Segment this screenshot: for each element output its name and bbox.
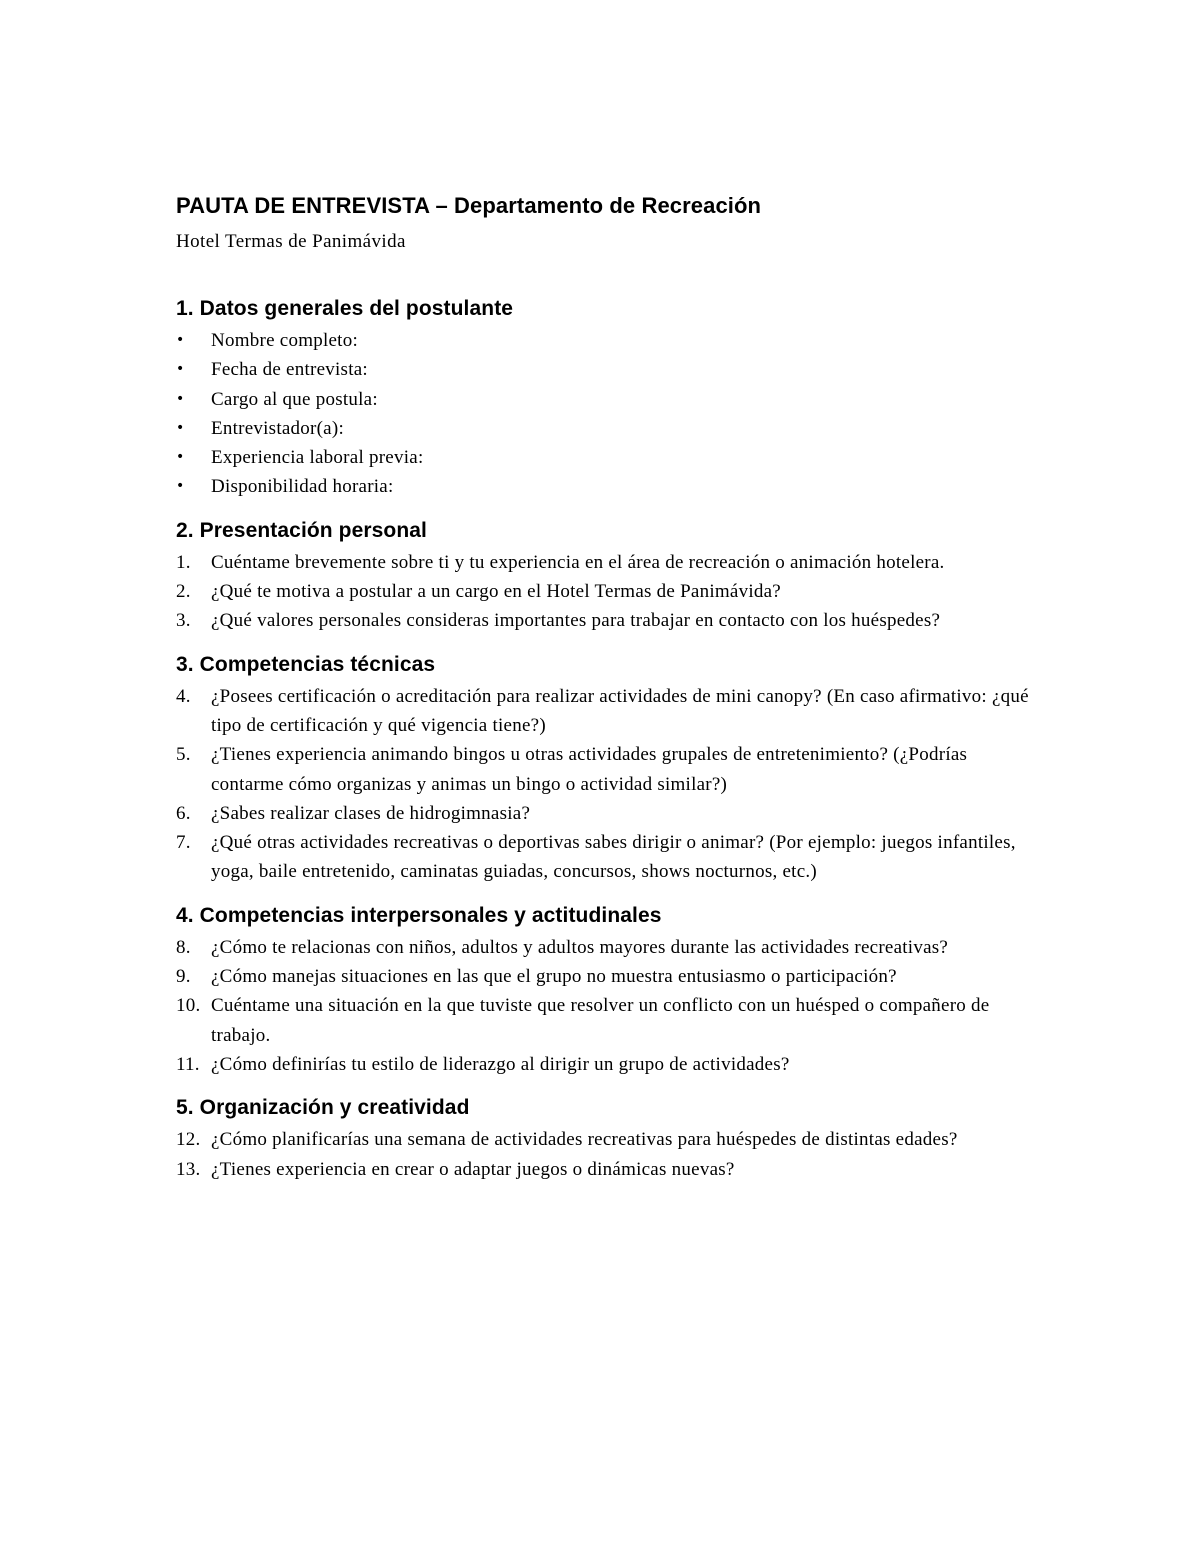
question-number: 11. [176,1053,200,1075]
question-item [176,548,1036,577]
list-item-text: Disponibilidad horaria: [211,476,394,498]
question-text: ¿Cómo definirías tu estilo de liderazgo al dirigir un grupo de actividades? [211,1053,790,1075]
question-text: Cuéntame una situación en la que tuviste que resolver un conflicto con un huésped o compañero de trabajo. [211,995,990,1046]
bullet-icon: • [176,419,185,436]
presentacion-personal-list [176,548,1036,636]
competencias-tecnicas-list [176,682,1036,887]
question-item [176,606,1036,635]
list-item [176,326,1036,355]
section-heading-datos-generales: 1. Datos generales del postulante [176,297,514,320]
question-number: 3. [176,610,191,632]
question-item [176,828,1036,887]
question-item [176,682,1036,741]
document-title: PAUTA DE ENTREVISTA – Departamento de Recreación [176,193,762,218]
question-item [176,1050,1036,1079]
question-number: 10. [176,995,201,1017]
question-number: 5. [176,744,191,766]
question-item [176,962,1036,991]
question-text: ¿Sabes realizar clases de hidrogimnasia? [211,802,531,824]
list-item-text: Experiencia laboral previa: [211,447,424,469]
question-item [176,740,1036,799]
question-text: ¿Qué valores personales consideras importantes para trabajar en contacto con los huéspedes? [211,610,941,632]
question-item [176,1125,1036,1154]
bullet-icon: • [176,478,185,495]
list-item-text: Fecha de entrevista: [211,359,368,381]
bullet-icon: • [176,390,185,407]
question-number: 7. [176,832,191,854]
question-text: ¿Tienes experiencia animando bingos u otras actividades grupales de entretenimiento? (¿Podrías contarme cómo organizas y animas un bingo o actividad similar?) [211,744,968,795]
question-number: 8. [176,936,191,958]
question-item [176,991,1036,1050]
bullet-icon: • [176,449,185,466]
list-item [176,443,1036,472]
question-text: ¿Cómo manejas situaciones en las que el grupo no muestra entusiasmo o participación? [211,966,897,988]
document-page [176,190,1036,1184]
question-text: ¿Qué otras actividades recreativas o deportivas sabes dirigir o animar? (Por ejemplo: juegos infantiles, yoga, baile entretenido, caminatas guiadas, concursos, shows nocturnos, etc.) [211,832,1016,883]
section-heading-presentacion-personal: 2. Presentación personal [176,518,427,542]
question-item [176,577,1036,606]
list-item [176,414,1036,443]
question-text: ¿Tienes experiencia en crear o adaptar juegos o dinámicas nuevas? [211,1158,735,1180]
document-subtitle: Hotel Termas de Panimávida [176,231,406,252]
section-heading-organizacion-creatividad: 5. Organización y creatividad [176,1096,470,1120]
section-heading-competencias-tecnicas: 3. Competencias técnicas [176,652,436,676]
question-number: 13. [176,1158,201,1180]
list-item [176,385,1036,414]
list-item-text: Cargo al que postula: [211,388,378,410]
bullet-icon: • [176,361,185,378]
organizacion-creatividad-list [176,1125,1036,1184]
question-number: 9. [176,966,191,988]
list-item-text: Nombre completo: [211,330,358,351]
question-number: 1. [176,551,191,573]
bullet-icon: • [176,332,185,348]
question-text: Cuéntame brevemente sobre ti y tu experiencia en el área de recreación o animación hotelera. [211,551,945,573]
datos-generales-list [176,326,1036,502]
competencias-interpersonales-list [176,933,1036,1079]
question-text: ¿Cómo te relacionas con niños, adultos y adultos mayores durante las actividades recreativas? [211,936,949,958]
list-item-text: Entrevistador(a): [211,417,344,439]
question-text: ¿Qué te motiva a postular a un cargo en el Hotel Termas de Panimávida? [211,581,781,603]
question-text: ¿Posees certificación o acreditación para realizar actividades de mini canopy? (En caso afirmativo: ¿qué tipo de certificación y qué vigencia tiene?) [211,685,1029,736]
question-number: 6. [176,802,191,824]
section-heading-competencias-interpersonales: 4. Competencias interpersonales y actitudinales [176,903,662,927]
question-text: ¿Cómo planificarías una semana de actividades recreativas para huéspedes de distintas edades? [211,1129,958,1151]
question-item [176,1155,1036,1184]
question-number: 4. [176,685,191,707]
list-item [176,355,1036,384]
question-number: 2. [176,581,191,603]
question-number: 12. [176,1129,201,1151]
question-item [176,933,1036,962]
question-item [176,799,1036,828]
list-item [176,472,1036,501]
